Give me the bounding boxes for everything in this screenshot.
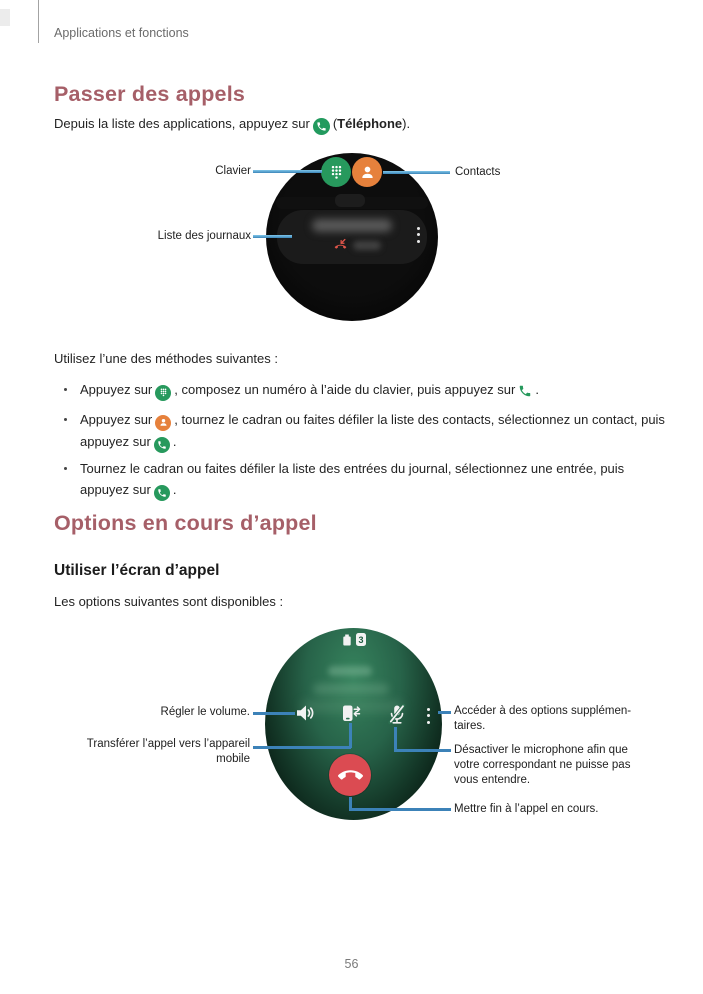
intro-text-pre: Depuis la liste des applications, appuyez sur bbox=[54, 116, 310, 131]
mic-muted-icon bbox=[384, 702, 408, 726]
list-item-contacts-method: Appuyez sur , tournez le cadran ou faites défiler la liste des contacts, sélectionnez un contact, puis appuyez sur . bbox=[54, 409, 672, 453]
methods-list bbox=[54, 379, 672, 506]
blurred-contact-name bbox=[312, 219, 392, 232]
callout-label-journal: Liste des journaux bbox=[157, 230, 251, 242]
bullet-dot bbox=[64, 418, 67, 421]
bullet-dot bbox=[64, 388, 67, 391]
callout-line-journal bbox=[253, 235, 292, 238]
call-icon bbox=[518, 383, 532, 404]
figure-watch-incall bbox=[265, 628, 442, 820]
callout-label-volume: Régler le volume. bbox=[160, 706, 250, 718]
intro-app-name: Téléphone bbox=[337, 116, 403, 131]
blurred-call-time bbox=[353, 241, 381, 250]
subsection-title-ecran: Utiliser l’écran d’appel bbox=[54, 562, 220, 579]
intro-paren-close: ). bbox=[402, 116, 411, 131]
call-circle-icon bbox=[154, 437, 170, 453]
section-title-options: Options en cours d’appel bbox=[54, 511, 317, 535]
page-number: 56 bbox=[344, 957, 359, 971]
callout-label-transfer: Transférer l’appel vers l’appareil mobile bbox=[86, 738, 250, 765]
status-badge: 3 bbox=[356, 633, 366, 646]
breadcrumb: Applications et fonctions bbox=[54, 26, 189, 40]
intro-paragraph bbox=[54, 114, 410, 135]
phone-app-icon bbox=[313, 118, 330, 135]
scan-artifact bbox=[0, 9, 10, 26]
transfer-to-phone-icon bbox=[338, 701, 362, 725]
callout-line-clavier bbox=[253, 170, 322, 173]
callout-line-transfer-h bbox=[253, 746, 351, 749]
end-call-icon bbox=[329, 754, 371, 796]
callout-label-clavier: Clavier bbox=[215, 165, 251, 177]
keypad-icon bbox=[155, 385, 171, 401]
list-item-keypad-method: Appuyez sur , composez un numéro à l’aide du clavier, puis appuyez sur . bbox=[54, 379, 672, 404]
callout-label-mute: Désactiver le microphone afin que votre correspondant ne puisse pas vous entendre. bbox=[454, 744, 631, 786]
contacts-icon bbox=[352, 157, 382, 187]
options-intro: Les options suivantes sont disponibles : bbox=[54, 594, 284, 609]
callout-line-end-h bbox=[349, 808, 451, 811]
contacts-icon bbox=[155, 415, 171, 431]
callout-label-more: Accéder à des options supplémen- taires. bbox=[454, 705, 632, 732]
intro-paren-open: ( bbox=[332, 116, 338, 131]
callout-label-contacts: Contacts bbox=[455, 166, 501, 178]
volume-icon bbox=[293, 701, 317, 725]
callout-line-contacts bbox=[383, 171, 450, 174]
battery-icon bbox=[342, 634, 352, 646]
callout-line-mute-h bbox=[394, 749, 451, 752]
more-dots-icon bbox=[427, 706, 430, 726]
blurred-caller-info bbox=[328, 666, 372, 676]
call-circle-icon bbox=[154, 485, 170, 501]
missed-call-icon bbox=[333, 237, 348, 252]
more-dots-icon bbox=[417, 225, 420, 245]
callout-line-more bbox=[438, 711, 451, 714]
callout-line-volume bbox=[253, 712, 295, 715]
keypad-icon bbox=[321, 157, 351, 187]
blurred-caller-info bbox=[313, 684, 389, 694]
list-item-journal-method: Tournez le cadran ou faites défiler la liste des entrées du journal, sélectionnez une entrée, puis appuyez sur . bbox=[54, 458, 672, 501]
bullet-dot bbox=[64, 467, 67, 470]
methods-intro: Utilisez l’une des méthodes suivantes : bbox=[54, 351, 279, 366]
callout-label-end-call: Mettre fin à l’appel en cours. bbox=[454, 803, 599, 815]
journal-entry-card bbox=[277, 210, 427, 264]
section-title-passer: Passer des appels bbox=[54, 82, 246, 106]
header-vertical-rule bbox=[38, 0, 39, 43]
card-notch bbox=[335, 194, 365, 207]
callout-line-mute-v bbox=[394, 727, 397, 751]
callout-line-transfer-v bbox=[349, 723, 352, 748]
